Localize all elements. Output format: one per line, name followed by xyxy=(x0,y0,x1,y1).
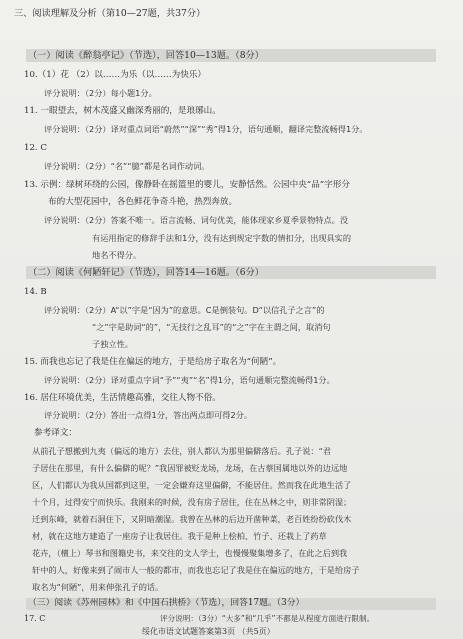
translation-heading: 参考译文： xyxy=(34,428,77,438)
q14-note-line-1: 评分说明：（2分）A“以”字是“因为”的意思。C是倒装句。D“以信孔子之言”的 xyxy=(44,305,325,315)
translation-line: 轩中的人，好像来到了闹市人一般的都市，而我也忘记了我是住在偏远的地方，于是给房子 xyxy=(32,565,360,575)
translation-line: 从前孔子想搬到九夷（偏远的地方）去住，别人都认为那里偏僻落后。孔子说：“君 xyxy=(32,446,331,456)
q12-answer: 12. C xyxy=(24,143,47,153)
q11-note: 评分说明：（2分）译对重点词语“蔚然”“深”“秀”得1分，语句通顺，翻译完整流畅得1分。 xyxy=(44,124,368,134)
q13-note-line-2: 有运用指定的修辞手法和1分，没有达到规定字数的情扣分，出现具实的 xyxy=(92,233,352,243)
part-1-title: （一）阅读《醉翁亭记》（节选），回答10—13题。（8分） xyxy=(28,50,264,61)
q13-answer-line-2: 布的大型花园中，各色鲜花争奇斗艳，热烈奔放。 xyxy=(48,197,238,207)
part-3-title: （三）阅读《苏州园林》和《中国石拱桥》（节选），回答17题。（3分） xyxy=(28,598,305,608)
q16-note: 评分说明：（2分）答出一点得1分，答出两点即可得2分。 xyxy=(44,410,253,420)
q17-note: 评分说明：（3分）“大多”和“几乎”不都是从程度方面进行限制。 xyxy=(160,614,375,623)
page-footer: 绥化市语文试题答案第3页 （共5页） xyxy=(142,627,275,636)
q10-answer: 10.（1）花 （2）以……为乐（以……为快乐） xyxy=(24,70,207,80)
translation-line: 十个月，过得安宁而快乐。我刚来的时候，没有房子居住，住在丛林之中，则非常阴湿； xyxy=(32,497,352,507)
q16-answer: 16. 居住环境优美，生活情趣高雅，交往人物不俗。 xyxy=(24,393,221,403)
q14-note-line-2: “之”字是助词“的”，“无技行之乱耳”的“之”字在主谓之间，取消句 xyxy=(92,322,331,332)
section-3-heading: 三、阅读理解及分析（第10—27题，共37分） xyxy=(14,8,206,19)
q14-answer: 14. B xyxy=(24,287,47,297)
q14-note-line-3: 子独立性。 xyxy=(92,339,133,349)
q10-note: 评分说明：（2分）每小题1分。 xyxy=(44,88,157,98)
q13-note-line-1: 评分说明：（2分）答案不唯一。语言流畅、词句优美，能体现家乡夏季景物特点。没 xyxy=(44,215,349,225)
translation-line: 子居住在那里，有什么偏僻的呢？”我因罪被贬龙场，龙场，在古蔡国属地以外的边远地 xyxy=(32,463,348,473)
q13-note-line-3: 地名不得分。 xyxy=(92,250,142,260)
translation-line: 迁到东峰，就着石洞住下，又阴暗潮湿。我曾在丛林的后边开凿种菜，老百姓纷纷砍伐木 xyxy=(32,514,352,524)
q15-answer: 15. 而我也忘记了我是住在偏远的地方，于是给房子取名为“何陋”。 xyxy=(24,357,282,367)
q15-note: 评分说明：（2分）译对重点字词“予”“夷”“名”得1分，语句通顺完整流畅得1分。 xyxy=(44,375,335,385)
q13-answer-line-1: 13. 示例：绿树环绕的公园，像静卧在摇篮里的婴儿，安静恬然。公园中央“品”字形分 xyxy=(24,180,350,190)
q12-note: 评分说明：（2分）“名”“臆”都是名词作动词。 xyxy=(44,161,210,171)
q11-answer: 11. 一眼望去，树木茂盛又幽深秀丽的，是琅琊山。 xyxy=(24,106,221,116)
translation-line: 区，人们都认为我从国都到这里，一定会嫌弃这里偏僻，不能居住。然而我在此地生活了 xyxy=(32,480,352,490)
translation-line: 花卉，（檀上）琴书和图籍史书，来交往的文人学士，也慢慢聚集增多了，在此之后到我 xyxy=(32,548,348,558)
translation-line: 材，就在这地方建造了一座房子让我居住。我于是种上桧柏、竹子、还栽上了药草 xyxy=(32,531,327,541)
translation-line: 取名为“何陋”，用来伸张孔子的话。 xyxy=(32,582,164,592)
q17-answer: 17. C xyxy=(24,614,46,623)
part-2-title: （二）阅读《何陋轩记》（节选），回答14—16题。（6分） xyxy=(28,267,264,278)
